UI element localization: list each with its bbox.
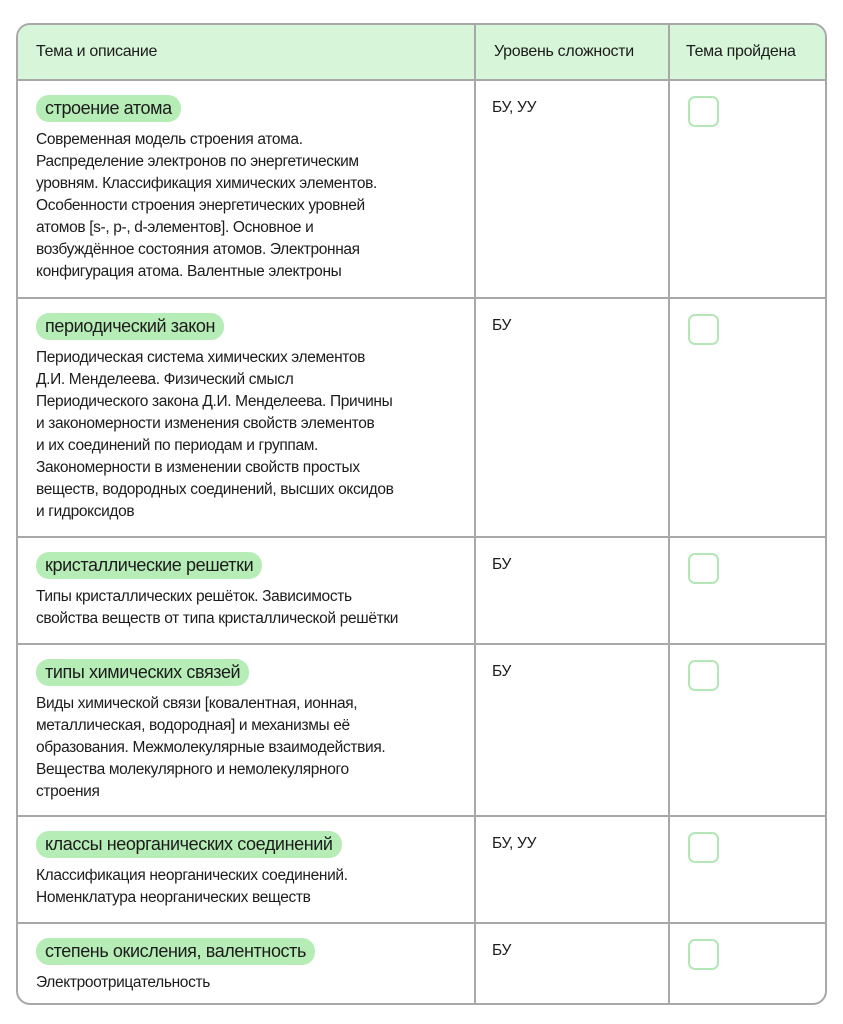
done-cell <box>669 644 825 816</box>
level-value: БУ, УУ <box>475 80 669 298</box>
topic-description: Классификация неорганических соединений. Номенклатура неорганических веществ <box>36 867 348 906</box>
level-value: БУ <box>475 923 669 1003</box>
done-cell <box>669 816 825 923</box>
topic-cell <box>18 816 475 923</box>
table-row <box>18 816 825 923</box>
level-value: БУ, УУ <box>475 816 669 923</box>
table-row <box>18 923 825 1003</box>
topic-tag: степень окисления, валентность <box>36 938 315 965</box>
table-row <box>18 644 825 816</box>
topic-description: Виды химической связи [ковалентная, ионная, металлическая, водородная] и механизмы её образования. Межмолекулярные взаимодействия. Вещества молекулярного и немолекулярного строения <box>36 695 386 800</box>
topic-cell <box>18 298 475 537</box>
topic-description: Электроотрицательность <box>36 974 210 991</box>
topic-tag: строение атома <box>36 95 181 122</box>
topic-description: Периодическая система химических элементов Д.И. Менделеева. Физический смысл Периодического закона Д.И. Менделеева. Причины и закономерности изменения свойств элементов и их соединений по периодам и группам. Закономерности в изменении свойств простых веществ, водородных соединений, высших оксидов и гидроксидов <box>36 349 394 520</box>
header-topic: Тема и описание <box>18 25 475 80</box>
topic-cell <box>18 80 475 298</box>
topic-done-checkbox[interactable] <box>688 96 719 127</box>
level-value: БУ <box>475 537 669 644</box>
topic-cell <box>18 923 475 1003</box>
table-header-row <box>18 25 825 80</box>
topic-done-checkbox[interactable] <box>688 660 719 691</box>
topic-cell <box>18 537 475 644</box>
done-cell <box>669 923 825 1003</box>
header-level: Уровень сложности <box>475 25 669 80</box>
topic-done-checkbox[interactable] <box>688 553 719 584</box>
done-cell <box>669 298 825 537</box>
topic-tag: периодический закон <box>36 313 224 340</box>
topic-tag: классы неорганических соединений <box>36 831 342 858</box>
topic-description: Современная модель строения атома. Распределение электронов по энергетическим уровням. Классификация химических элементов. Особенности строения энергетических уровней атомов [s-, p-, d-элементов]. Основное и возбуждённое состояния атомов. Электронная конфигурация атома. Валентные электроны <box>36 131 377 280</box>
table-row <box>18 537 825 644</box>
topics-table <box>16 23 827 1005</box>
table-row <box>18 80 825 298</box>
topic-done-checkbox[interactable] <box>688 832 719 863</box>
level-value: БУ <box>475 298 669 537</box>
topic-done-checkbox[interactable] <box>688 939 719 970</box>
topic-cell <box>18 644 475 816</box>
topic-description: Типы кристаллических решёток. Зависимость свойства веществ от типа кристаллической решётки <box>36 588 399 627</box>
table-row <box>18 298 825 537</box>
topic-done-checkbox[interactable] <box>688 314 719 345</box>
header-done: Тема пройдена <box>669 25 825 80</box>
topic-tag: кристаллические решетки <box>36 552 262 579</box>
level-value: БУ <box>475 644 669 816</box>
done-cell <box>669 537 825 644</box>
topic-tag: типы химических связей <box>36 659 249 686</box>
topics-grid <box>18 25 825 1003</box>
done-cell <box>669 80 825 298</box>
